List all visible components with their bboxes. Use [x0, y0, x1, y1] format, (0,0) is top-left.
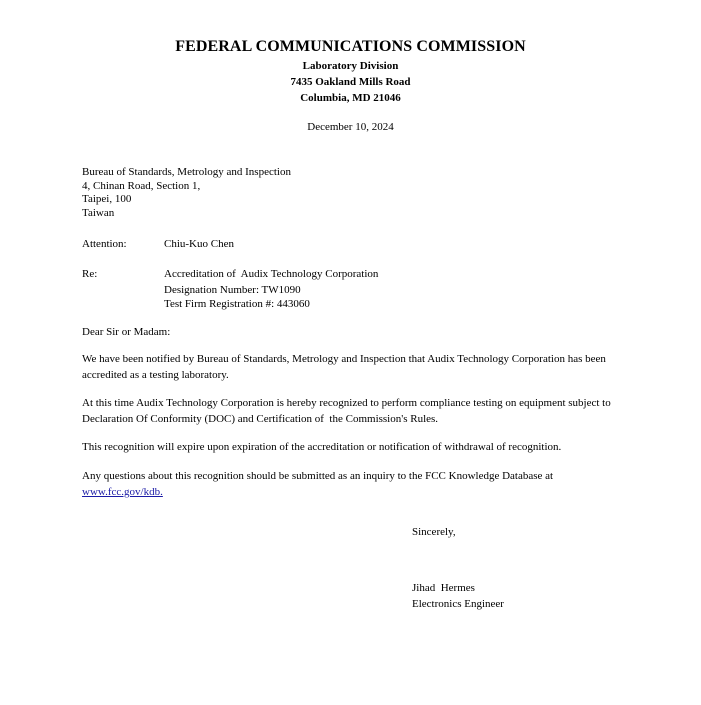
body-paragraph-4 — [82, 468, 622, 500]
attention-value: Chiu-Kuo Chen — [164, 238, 234, 250]
kdb-inquiry-text: Any questions about this recognition should be submitted as an inquiry to the FCC Knowledge Database at — [82, 470, 554, 482]
re-label: Re: — [82, 268, 98, 280]
agency-title: FEDERAL COMMUNICATIONS COMMISSION — [175, 38, 526, 55]
attention-label: Attention: — [82, 238, 127, 250]
city-line: Columbia, MD 21046 — [300, 92, 401, 104]
letter-date: December 10, 2024 — [307, 121, 394, 133]
signer-name: Jihad Hermes — [412, 582, 475, 594]
division-line: Laboratory Division — [302, 60, 399, 72]
salutation: Dear Sir or Madam: — [82, 326, 171, 338]
signer-title: Electronics Engineer — [412, 598, 504, 610]
fcc-kdb-link[interactable]: www.fcc.gov/kdb. — [82, 486, 163, 498]
recipient-line-1: Bureau of Standards, Metrology and Inspection — [82, 166, 291, 178]
closing-sincerely: Sincerely, — [412, 526, 456, 538]
body-paragraph-3: This recognition will expire upon expiration of the accreditation or notification of withdrawal of recognition. — [82, 441, 562, 453]
recipient-line-2: 4, Chinan Road, Section 1, — [82, 180, 201, 192]
recipient-line-4: Taiwan — [82, 207, 115, 219]
body-paragraph-1: We have been notified by Bureau of Standards, Metrology and Inspection that Audix Technology Corporation has been accredited as a testing laboratory. — [82, 353, 606, 381]
re-line-2: Designation Number: TW1090 — [164, 284, 301, 296]
re-line-1: Accreditation of Audix Technology Corporation — [164, 268, 379, 280]
body-paragraph-2: At this time Audix Technology Corporation is hereby recognized to perform compliance testing on equipment subject to Declaration Of Conformity (DOC) and Certification of the Commission's Rules. — [82, 397, 614, 425]
re-line-3: Test Firm Registration #: 443060 — [164, 298, 310, 310]
street-line: 7435 Oakland Mills Road — [290, 76, 411, 88]
recipient-line-3: Taipei, 100 — [82, 193, 132, 205]
